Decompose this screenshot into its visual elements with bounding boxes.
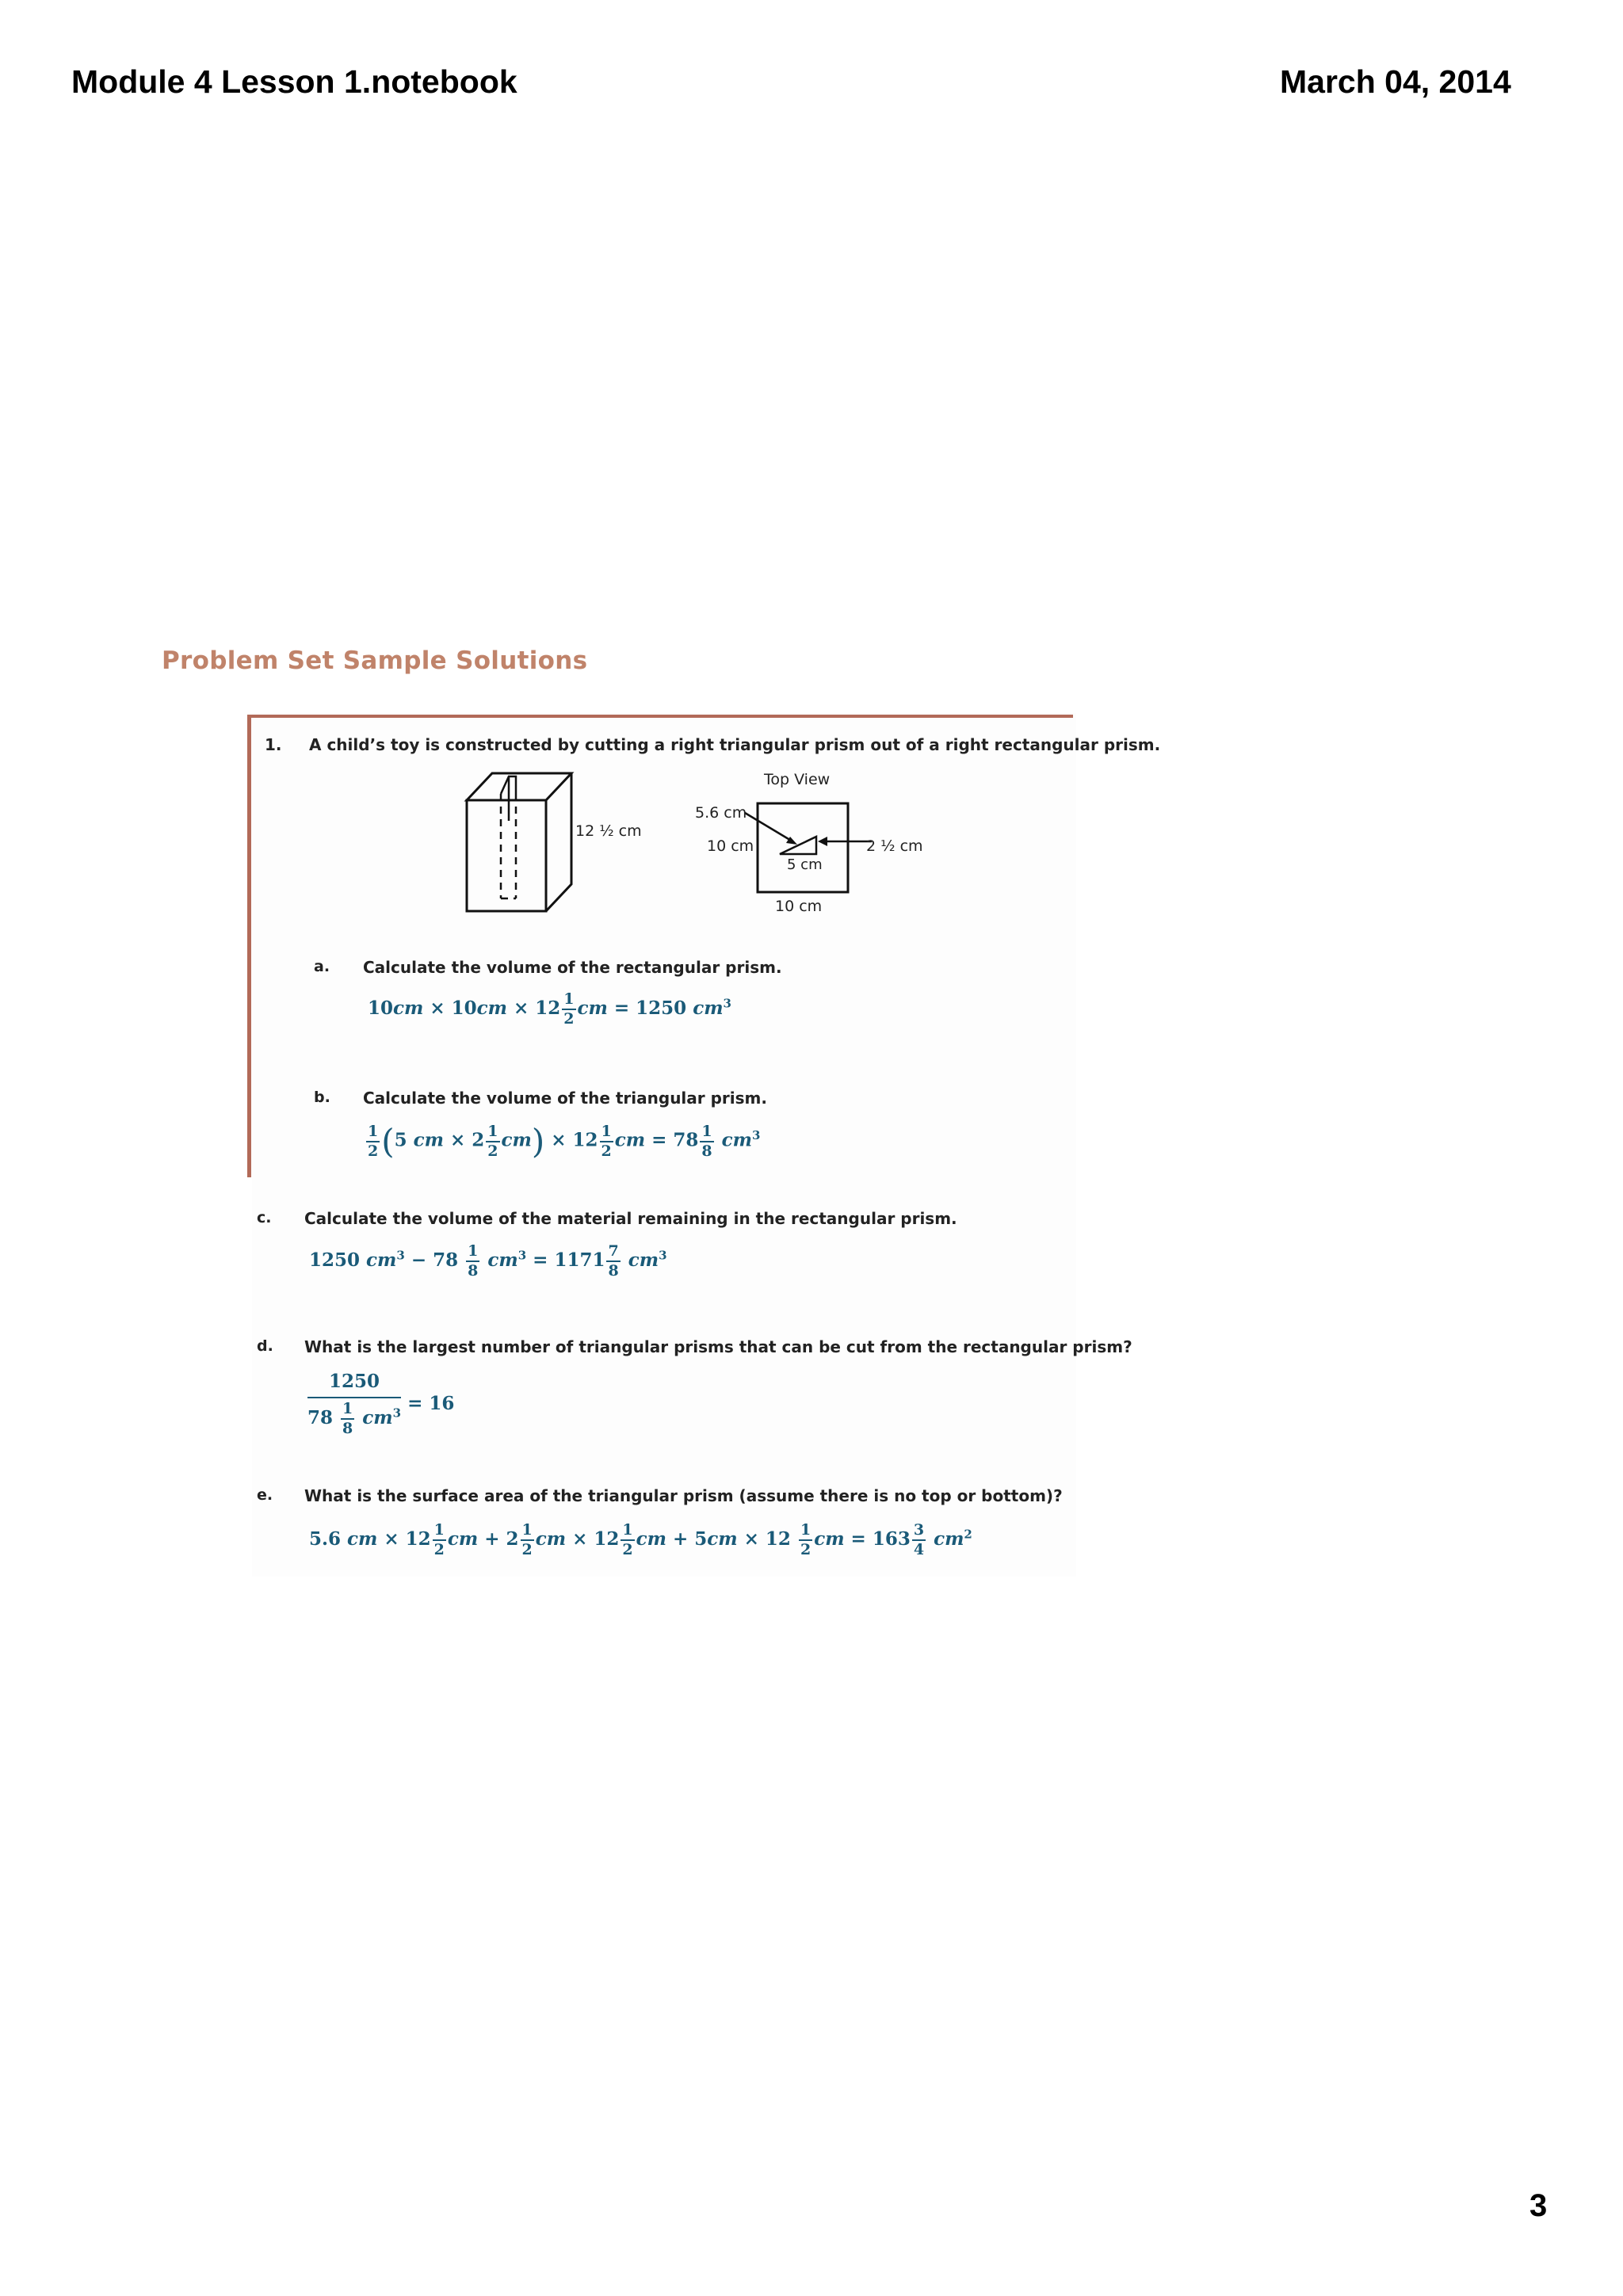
box-top-border bbox=[247, 715, 1073, 718]
part-b-answer: $\frac{1}{2}$ (5 cm × 2 $\frac{1}{2}$ cm) × 12 $\frac{1}{2}$ cm = 78 $\frac{1}{8}$ $cm^3$ bbox=[368, 1122, 761, 1161]
part-e-answer: 5.6 cm × 12 $\frac{1}{2}$ cm + 2 $\frac{1}{2}$ cm × 12 $\frac{1}{2}$ cm + 5cm × 12 $\frac{1}{2}$ cm = 163 $\frac{3}{4}$ $cm^2$ bbox=[309, 1521, 972, 1558]
section-heading: Problem Set Sample Solutions bbox=[162, 646, 588, 675]
part-e-letter: e. bbox=[257, 1486, 273, 1504]
hypotenuse-label: 5.6 cm bbox=[695, 804, 747, 822]
part-b-question: Calculate the volume of the triangular prism. bbox=[363, 1089, 767, 1108]
part-d-answer: 1250 78 $\frac{1}{8}$ $cm^3$ = 16 bbox=[307, 1371, 455, 1437]
part-d-question: What is the largest number of triangular prisms that can be cut from the rectangular prism? bbox=[304, 1337, 1132, 1356]
part-e-question: What is the surface area of the triangular prism (assume there is no top or bottom)? bbox=[304, 1486, 1063, 1505]
bottom-length-label: 10 cm bbox=[775, 898, 823, 915]
box-left-border bbox=[247, 715, 251, 1177]
notebook-title: Module 4 Lesson 1.notebook bbox=[71, 63, 517, 100]
part-c-letter: c. bbox=[257, 1209, 272, 1226]
part-c-answer: 1250 $cm^3 - 78$ $\frac{1}{8}$ $cm^3 = 1171$ $\frac{7}{8}$ $cm^3$ bbox=[309, 1242, 667, 1280]
part-b-letter: b. bbox=[314, 1089, 330, 1106]
page-number: 3 bbox=[1529, 2188, 1548, 2223]
part-a-letter: a. bbox=[314, 958, 330, 975]
part-d-letter: d. bbox=[257, 1337, 273, 1355]
problem-number: 1. bbox=[265, 735, 282, 754]
top-view-title: Top View bbox=[764, 771, 831, 788]
rectangular-prism-figure bbox=[460, 765, 579, 916]
triangle-base-label: 5 cm bbox=[787, 856, 823, 873]
side-length-label: 10 cm bbox=[707, 837, 754, 855]
problem-text: A child’s toy is constructed by cutting a right triangular prism out of a right rectangular prism. bbox=[309, 735, 1161, 754]
part-c-question: Calculate the volume of the material remaining in the rectangular prism. bbox=[304, 1209, 957, 1228]
part-a-answer: 10cm × 10cm × 12 $\frac{1}{2}$ cm = 1250 $cm^3$ bbox=[368, 990, 731, 1028]
part-a-question: Calculate the volume of the rectangular prism. bbox=[363, 958, 782, 977]
triangle-leg-label: 2 ½ cm bbox=[866, 837, 923, 855]
notebook-date: March 04, 2014 bbox=[1280, 63, 1511, 100]
prism-height-label: 12 ½ cm bbox=[575, 822, 642, 840]
